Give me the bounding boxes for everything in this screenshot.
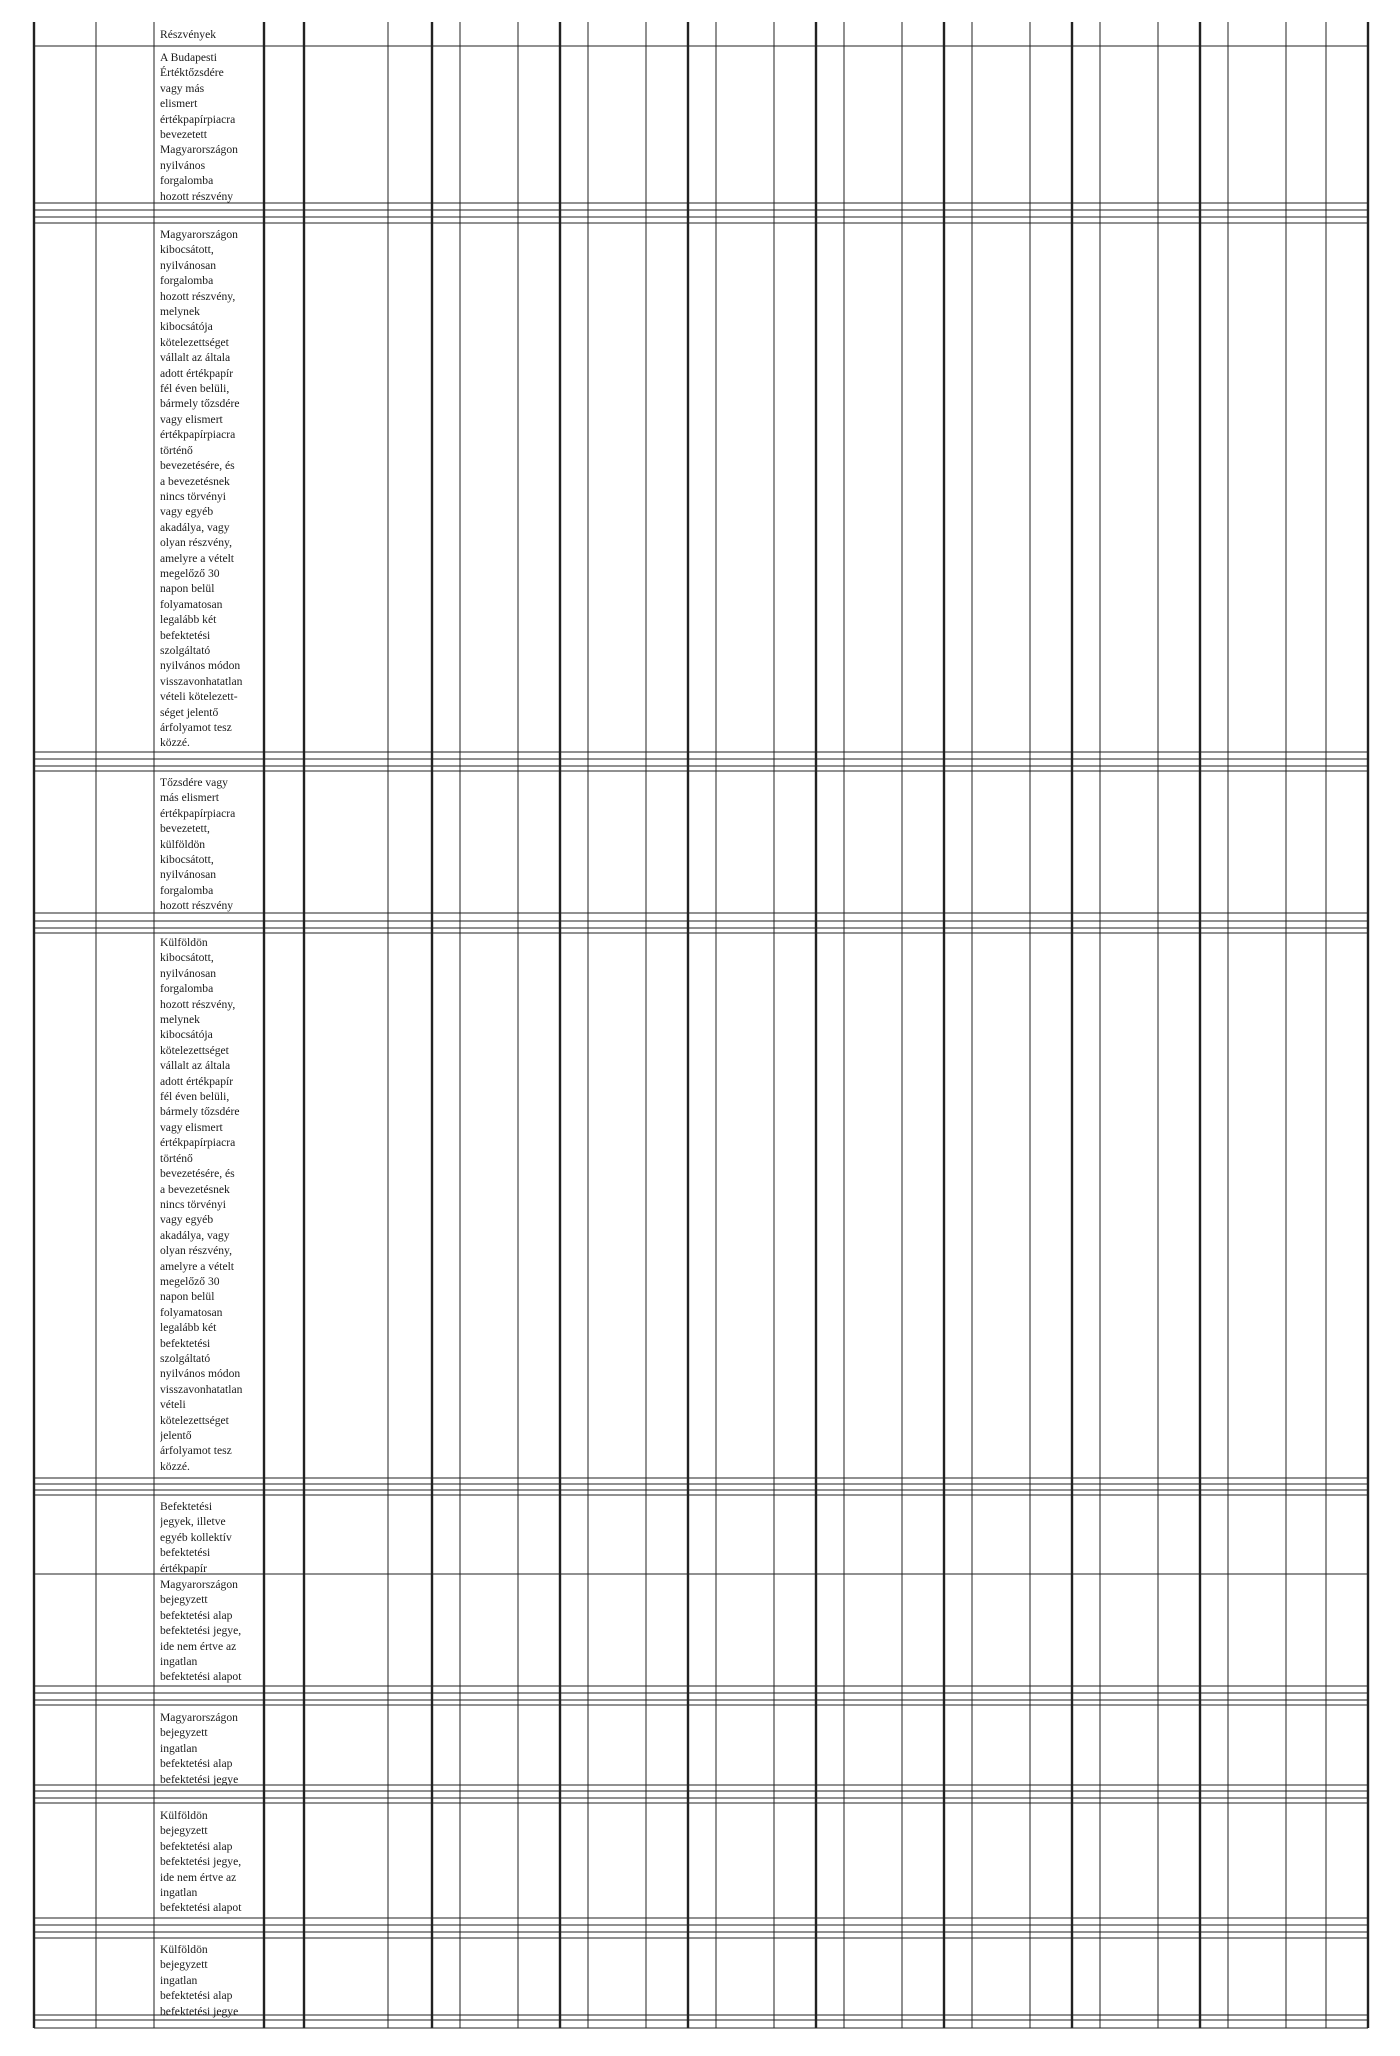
row-label-foreign-real-estate-fund-units: Külföldön bejegyzett ingatlan befektetési alap befektetési jegye — [160, 1943, 239, 2018]
row-label-domestic-real-estate-fund-units: Magyarországon bejegyzett ingatlan befektetési alap befektetési jegye — [160, 1711, 239, 1786]
row-label-foreign-fund-units: Külföldön bejegyzett befektetési alap befektetési jegye, ide nem értve az ingatlan befektetési alapot — [160, 1809, 242, 1915]
row-label-budapest-shares: A Budapesti Értéktőzsdére vagy más elismert értékpapírpiacra bevezetett Magyarországon nyilvános forgalomba hozott részvény — [160, 51, 238, 203]
row-label-foreign-public-shares: Külföldön kibocsátott, nyilvánosan forgalomba hozott részvény, melynek kibocsátója kötelezettséget vállalt az általa adott értékpapír fél éven belüli, bármely tőzsdére vagy elismert értékpapírpiacra történő bevezetésére, és a bevezetésnek nincs törvényi vagy egyéb akadálya, vagy olyan részvény, amelyre a vételt megelőző 30 napon belül folyamatosan legalább két befektetési szolgáltató nyilvános módon visszavonhatatlan vételi kötelezettséget jelentő árfolyamot tesz közzé. — [160, 936, 243, 1473]
row-label-investment-units: Befektetési jegyek, illetve egyéb kollektív befektetési értékpapír — [160, 1500, 232, 1575]
row-label-domestic-public-shares: Magyarországon kibocsátott, nyilvánosan forgalomba hozott részvény, melynek kibocsátója kötelezettséget vállalt az általa adott értékpapír fél éven belüli, bármely tőzsdére vagy elismert értékpapírpiacra történő bevezetésére, és a bevezetésnek nincs törvényi vagy egyéb akadálya, vagy olyan részvény, amelyre a vételt megelőző 30 napon belül folyamatosan legalább két befektetési szolgáltató nyilvános módon visszavonhatatlan vételi kötelezett- séget jelentő árfolyamot tesz közzé. — [160, 228, 243, 750]
row-label-domestic-fund-units: Magyarországon bejegyzett befektetési alap befektetési jegye, ide nem értve az ingatlan befektetési alapot — [160, 1578, 242, 1684]
header-label: Részvények — [160, 28, 217, 41]
row-label-listed-foreign-shares: Tőzsdére vagy más elismert értékpapírpiacra bevezetett, külföldön kibocsátott, nyilvánosan forgalomba hozott részvény — [160, 776, 236, 913]
